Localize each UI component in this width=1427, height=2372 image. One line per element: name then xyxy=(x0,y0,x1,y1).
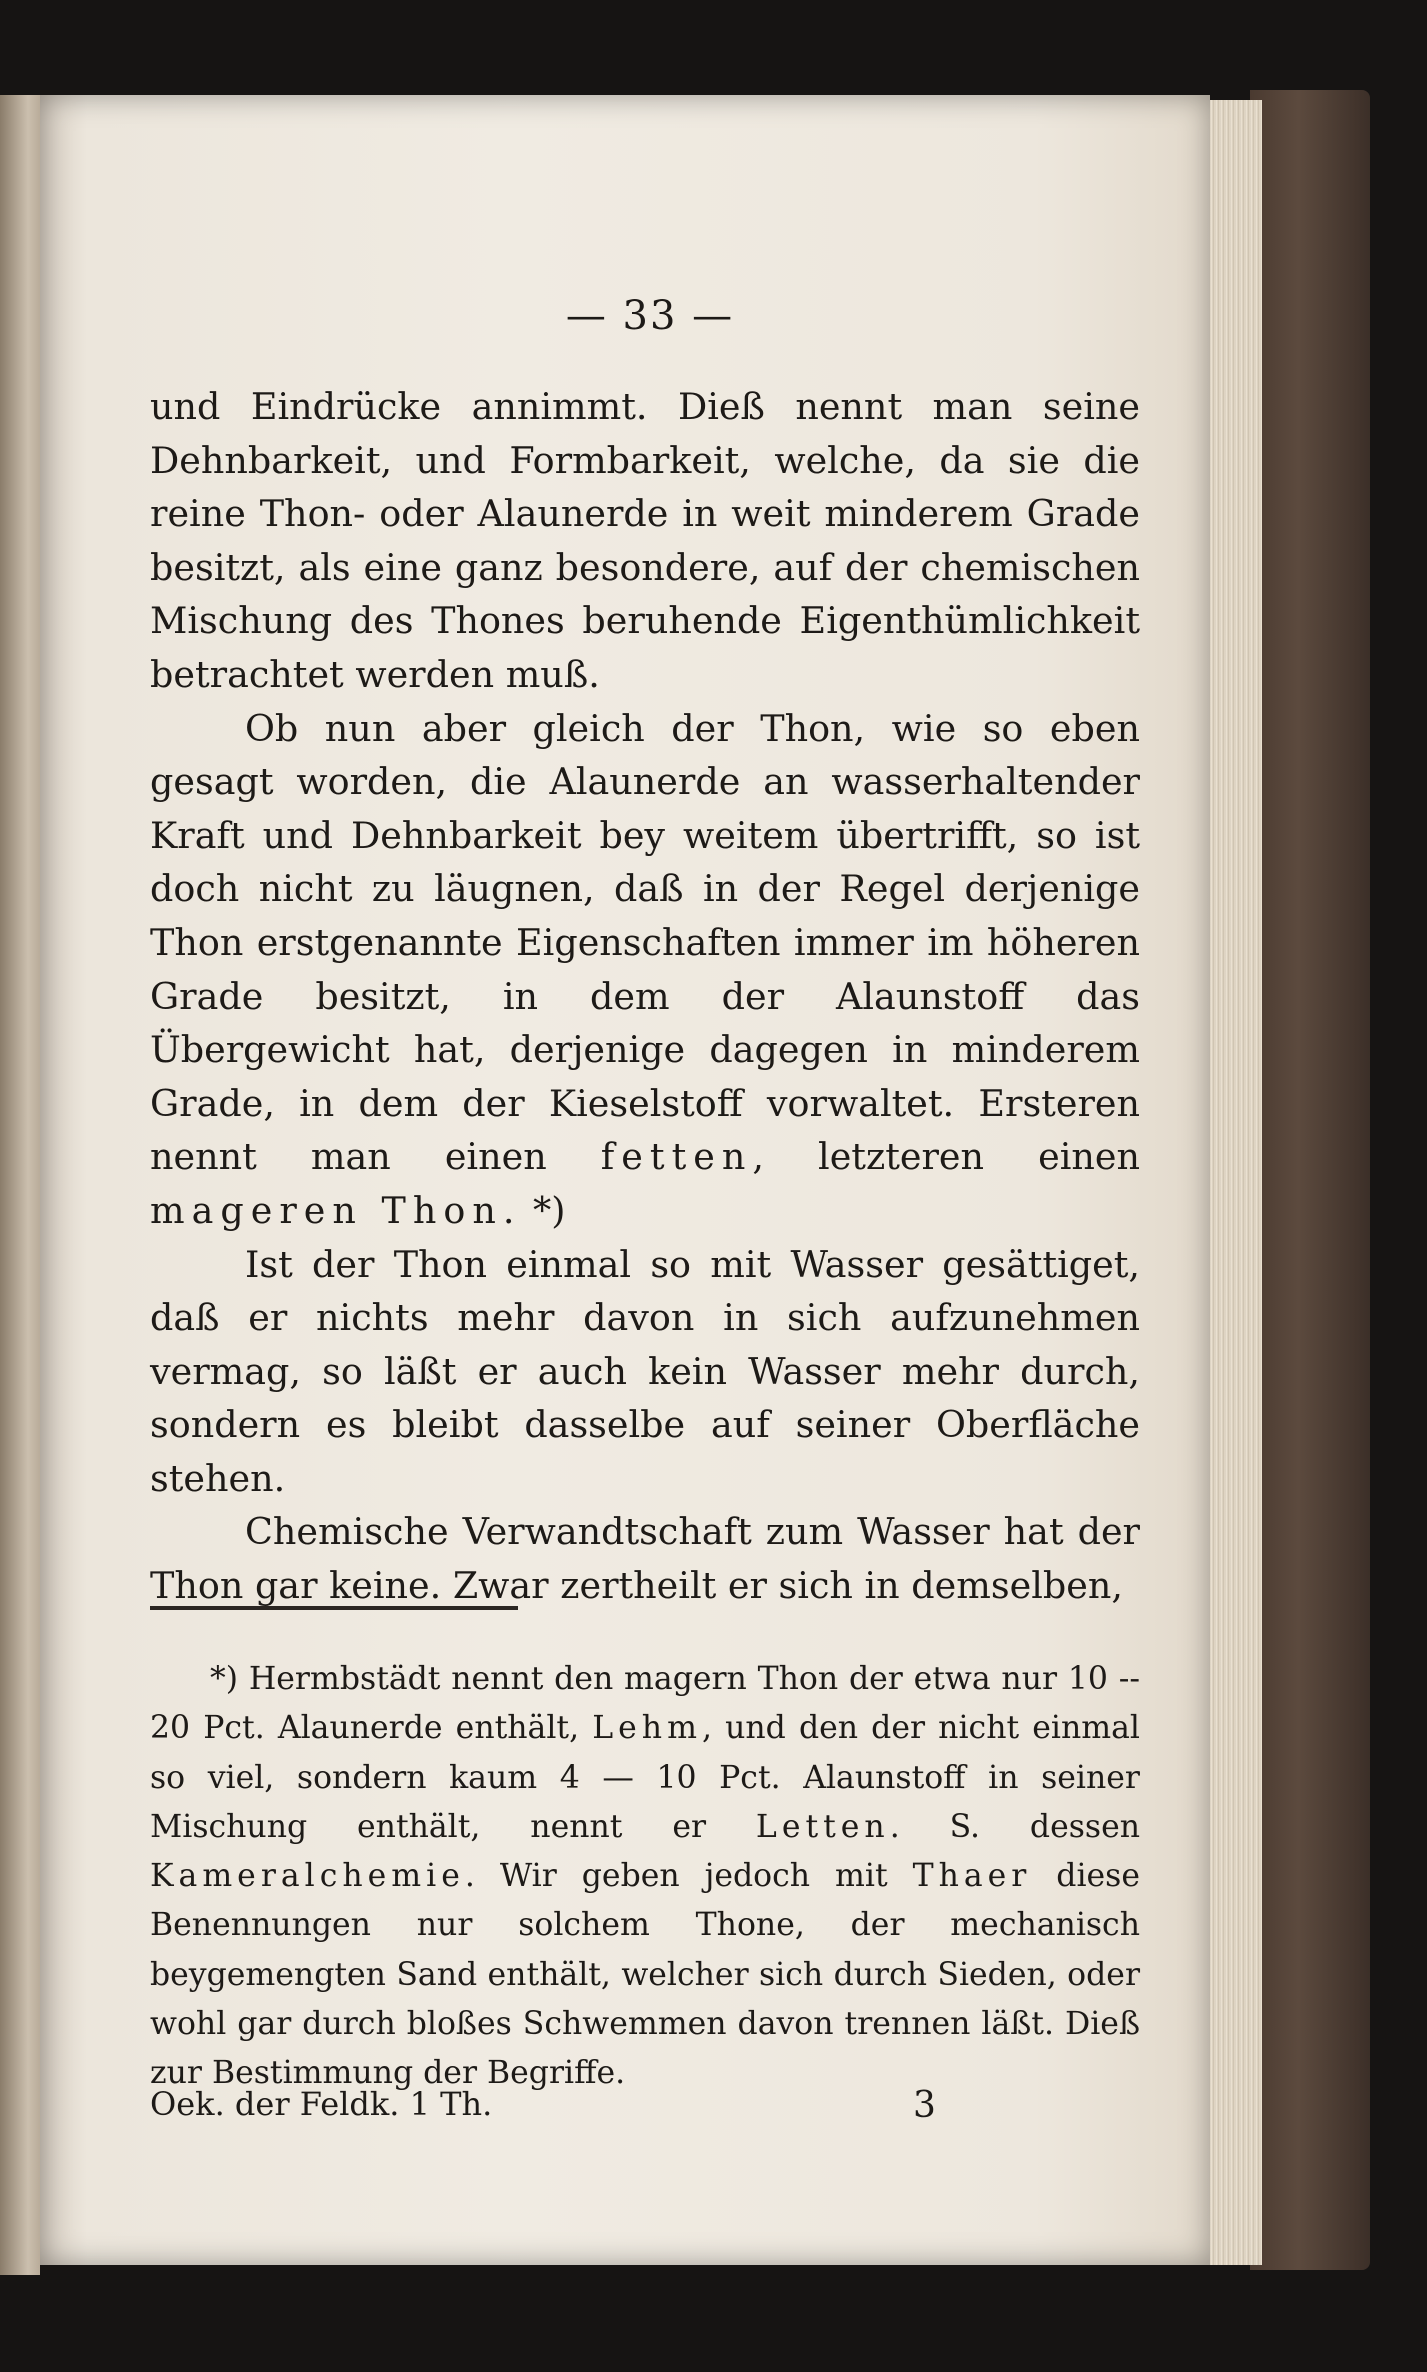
paragraph-3-text: Ist der Thon einmal so mit Wasser gesättiget, daß er nichts mehr davon in sich aufzunehmen vermag, so läßt er auch kein Wasser mehr durch, sondern es bleibt dasselbe auf seiner Oberfläche stehen. xyxy=(150,1242,1140,1500)
paragraph-2-text-a: Ob nun aber gleich der Thon, wie so eben gesagt worden, die Alaunerde an wasserhaltender Kraft und Dehnbarkeit bey weitem übertrifft, so ist doch nicht zu läugnen, daß in der Regel derjenige Thon erstgenannte Eigenschaften immer im höheren Grade besitzt, in dem der Alaunstoff das Übergewicht hat, derjenige dagegen in minderem Grade, in dem der Kieselstoff vorwaltet. Ersteren nennt man einen xyxy=(150,706,1140,1179)
paragraph-1 xyxy=(150,380,1140,702)
paragraph-4 xyxy=(150,1505,1140,1612)
footnote-text-b: , und den der nicht einmal so viel, sondern kaum 4 — 10 Pct. Alaunstoff in seiner Mischung enthält, nennt er xyxy=(150,1710,1140,1845)
paragraph-1-text: und Eindrücke annimmt. Dieß nennt man seine Dehnbarkeit, und Formbarkeit, welche, da sie die reine Thon- oder Alaunerde in weit minderem Grade besitzt, als eine ganz besondere, auf der chemischen Mischung des Thones beruhende Eigenthümlichkeit betrachtet werden muß. xyxy=(150,385,1140,696)
footnote-paragraph xyxy=(150,1655,1140,2099)
paragraph-2-text-b: , letzteren einen xyxy=(752,1135,1140,1179)
footnote-text-e: diese Benennungen nur solchem Thone, der mechanisch beygemengten Sand enthält, welcher sich durch Sieden, oder wohl gar durch bloßes Schwemmen davon trennen läßt. Dieß zur Bestimmung der Begriffe. xyxy=(150,1858,1140,2092)
term-kameralchemie: Kameralchemie xyxy=(150,1858,465,1895)
paragraph-2 xyxy=(150,702,1140,1238)
signature-line: Oek. der Feldk. 1 Th. xyxy=(150,2085,493,2123)
page-header: — 33 — xyxy=(565,293,735,339)
term-fetten: fetten xyxy=(600,1135,753,1179)
term-letten: Letten xyxy=(755,1808,890,1845)
term-mageren-thon: mageren Thon. xyxy=(150,1188,522,1232)
left-page-edge xyxy=(0,95,40,2275)
footnote-rule xyxy=(150,1606,518,1610)
paragraph-3 xyxy=(150,1238,1140,1506)
paragraph-4-text: Chemische Verwandtschaft zum Wasser hat der Thon gar keine. Zwar zertheilt er sich in demselben, xyxy=(150,1510,1140,1608)
book-cover xyxy=(1250,90,1370,2270)
footnote-text-d: . Wir geben jedoch mit xyxy=(464,1858,913,1895)
footnote-text-a: *) Hermbstädt nennt den magern Thon der etwa nur 10 -- 20 Pct. Alaunerde enthält, xyxy=(150,1661,1140,1747)
footnote-text-c: . S. dessen xyxy=(889,1808,1141,1845)
body-text xyxy=(150,380,1140,1613)
sheet-number: 3 xyxy=(913,2085,936,2126)
footnote-marker: *) xyxy=(521,1188,566,1232)
term-lehm: Lehm xyxy=(592,1710,702,1747)
term-thaer: Thaer xyxy=(912,1858,1032,1895)
footnote xyxy=(150,1655,1140,2099)
book-page xyxy=(40,95,1210,2265)
